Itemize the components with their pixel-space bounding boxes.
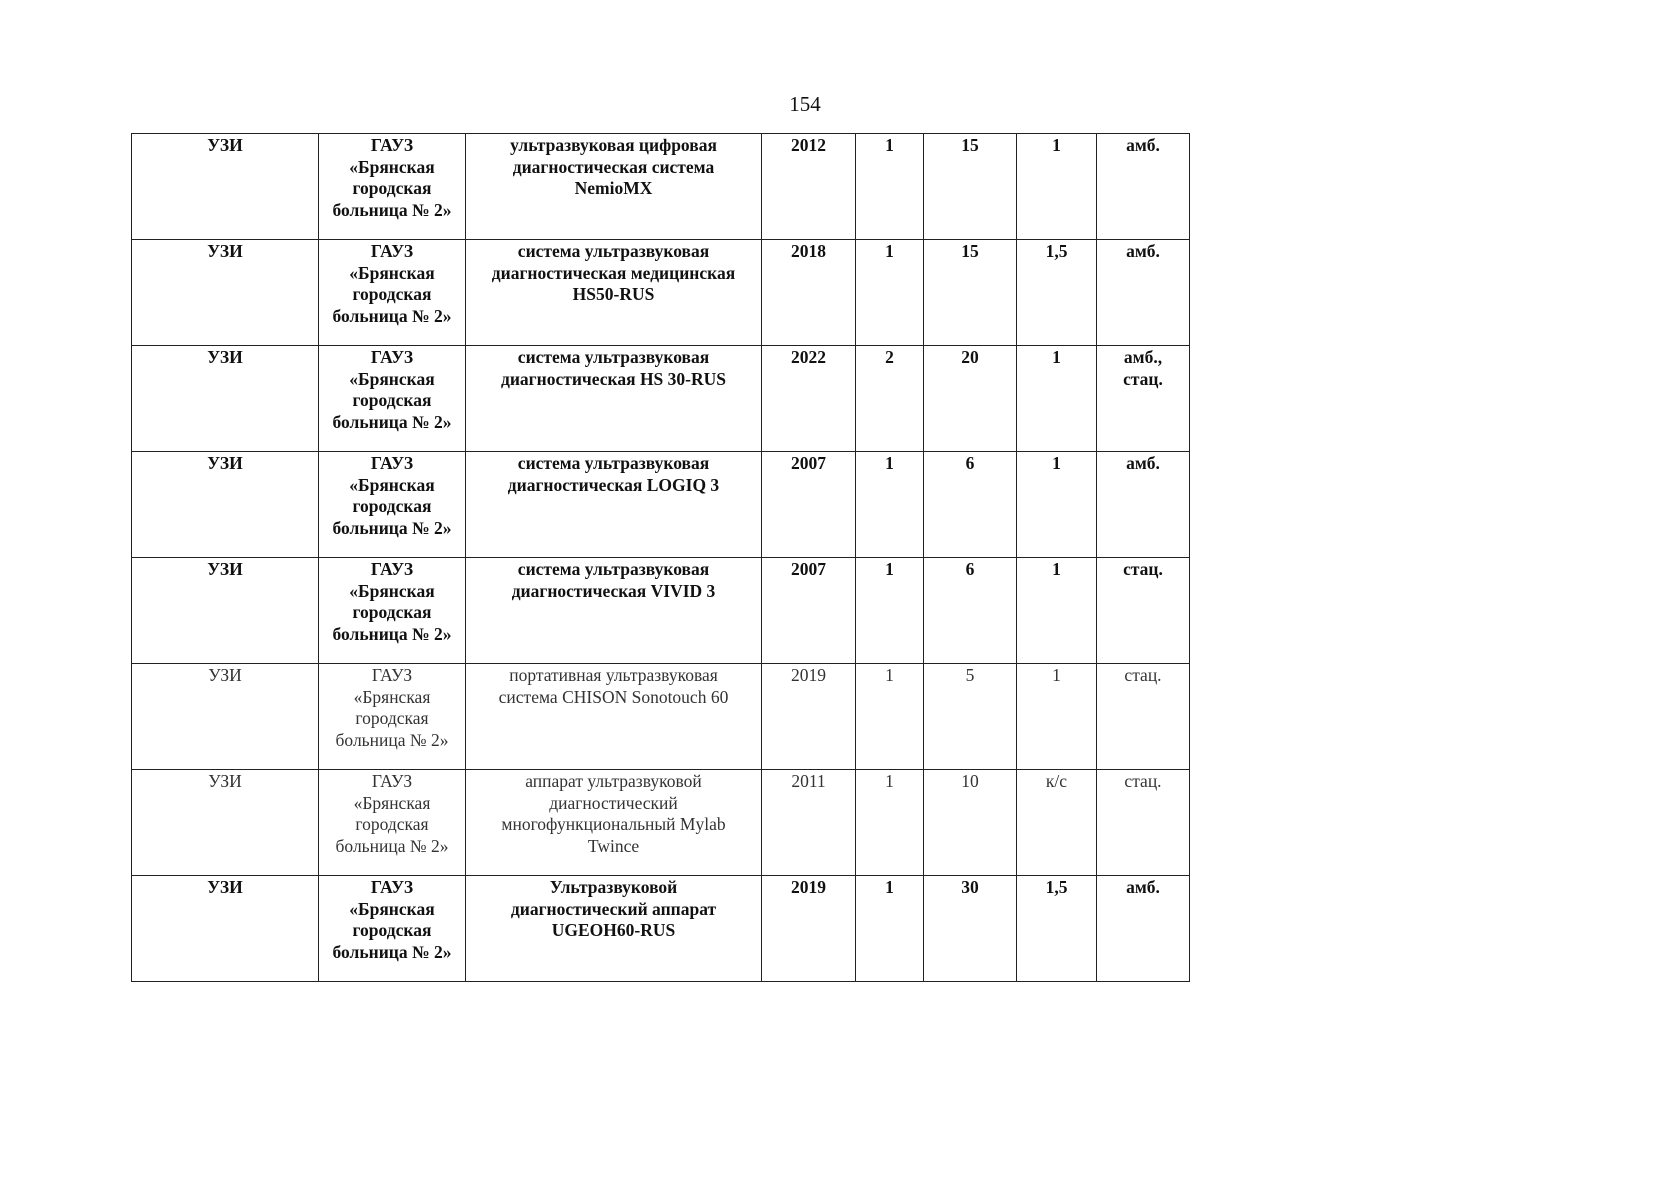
cell-mode (1097, 346, 1190, 452)
cell-device-name-line: система CHISON Sonotouch 60 (498, 686, 729, 707)
cell-device-name-line: диагностический аппарат (510, 898, 717, 919)
cell-mode (1097, 664, 1190, 770)
cell-device-name (466, 452, 762, 558)
cell-wear: 20 (924, 346, 1017, 452)
cell-organization (319, 134, 466, 240)
cell-year: 2019 (762, 876, 856, 982)
cell-organization-line: ГАУЗ (370, 241, 414, 261)
cell-study-type: УЗИ (132, 770, 319, 876)
cell-organization-line: «Брянская (349, 368, 435, 389)
cell-organization-line: городская (352, 602, 432, 622)
cell-wear: 10 (924, 770, 1017, 876)
table-row (132, 240, 1190, 346)
cell-mode-line: амб. (1126, 453, 1160, 473)
cell-wear: 6 (924, 452, 1017, 558)
cell-year: 2019 (762, 664, 856, 770)
cell-organization-line: городская (352, 284, 432, 304)
cell-organization-line: больница № 2» (332, 623, 452, 644)
cell-quantity: 1 (856, 876, 924, 982)
cell-organization (319, 664, 466, 770)
page-number: 154 (789, 92, 821, 116)
cell-device-name (466, 558, 762, 664)
cell-organization-line: больница № 2» (335, 835, 449, 856)
cell-device-name-line: многофункциональный Mylab (501, 814, 726, 834)
table-row (132, 664, 1190, 770)
cell-device-name (466, 346, 762, 452)
cell-quantity: 1 (856, 240, 924, 346)
cell-organization-line: городская (352, 496, 432, 516)
cell-mode (1097, 452, 1190, 558)
cell-mode-line: стац. (1123, 368, 1163, 389)
cell-organization-line: больница № 2» (332, 411, 452, 432)
cell-organization-line: «Брянская (349, 474, 435, 495)
cell-mode (1097, 240, 1190, 346)
table-row (132, 134, 1190, 240)
cell-organization-line: «Брянская (349, 898, 435, 919)
cell-organization-line: ГАУЗ (370, 453, 414, 473)
cell-organization-line: больница № 2» (332, 199, 452, 220)
cell-mode (1097, 558, 1190, 664)
cell-organization-line: городская (352, 390, 432, 410)
cell-device-name (466, 134, 762, 240)
table-row (132, 558, 1190, 664)
cell-shift: 1 (1017, 452, 1097, 558)
cell-shift: 1,5 (1017, 876, 1097, 982)
cell-wear: 30 (924, 876, 1017, 982)
cell-device-name-line: HS50-RUS (572, 284, 655, 304)
cell-mode (1097, 770, 1190, 876)
cell-device-name-line: диагностический (549, 792, 678, 813)
cell-wear: 5 (924, 664, 1017, 770)
cell-shift: 1 (1017, 558, 1097, 664)
equipment-table (131, 133, 1190, 982)
cell-device-name-line: аппарат ультразвуковой (525, 771, 702, 791)
cell-device-name-line: NemioMX (574, 178, 653, 198)
cell-device-name (466, 876, 762, 982)
cell-organization-line: городская (355, 814, 429, 834)
cell-organization-line: больница № 2» (332, 305, 452, 326)
cell-year: 2012 (762, 134, 856, 240)
cell-device-name-line: диагностическая медицинская (491, 262, 736, 283)
table-row (132, 770, 1190, 876)
cell-study-type: УЗИ (132, 134, 319, 240)
cell-device-name (466, 770, 762, 876)
cell-device-name-line: портативная ультразвуковая (509, 665, 718, 685)
cell-mode (1097, 134, 1190, 240)
cell-wear: 15 (924, 240, 1017, 346)
cell-organization (319, 240, 466, 346)
table-body (132, 134, 1190, 982)
cell-device-name-line: UGEOH60-RUS (551, 920, 676, 940)
cell-wear: 6 (924, 558, 1017, 664)
cell-study-type: УЗИ (132, 240, 319, 346)
cell-organization-line: больница № 2» (335, 729, 449, 750)
cell-device-name-line: ультразвуковая цифровая (510, 135, 717, 155)
cell-organization (319, 770, 466, 876)
cell-organization (319, 876, 466, 982)
cell-device-name-line: система ультразвуковая (517, 241, 710, 261)
cell-study-type: УЗИ (132, 876, 319, 982)
cell-year: 2007 (762, 558, 856, 664)
cell-organization-line: ГАУЗ (370, 347, 414, 367)
cell-organization-line: городская (355, 708, 429, 728)
cell-device-name-line: система ультразвуковая (517, 347, 710, 367)
cell-mode-line: стац. (1124, 771, 1162, 791)
cell-study-type: УЗИ (132, 346, 319, 452)
cell-quantity: 1 (856, 770, 924, 876)
cell-mode-line: амб. (1126, 135, 1160, 155)
cell-organization-line: «Брянская (349, 156, 435, 177)
cell-mode-line: амб. (1126, 241, 1160, 261)
cell-quantity: 1 (856, 134, 924, 240)
cell-device-name-line: диагностическая система (512, 156, 715, 177)
cell-organization-line: городская (352, 920, 432, 940)
cell-organization-line: «Брянская (353, 686, 431, 707)
cell-shift: 1 (1017, 134, 1097, 240)
table-row (132, 876, 1190, 982)
cell-year: 2011 (762, 770, 856, 876)
cell-organization-line: городская (352, 178, 432, 198)
table-row (132, 346, 1190, 452)
cell-organization-line: ГАУЗ (370, 135, 414, 155)
cell-organization (319, 558, 466, 664)
table-row (132, 452, 1190, 558)
cell-device-name-line: система ультразвуковая (517, 453, 710, 473)
cell-wear: 15 (924, 134, 1017, 240)
cell-mode-line: стац. (1124, 665, 1162, 685)
cell-year: 2007 (762, 452, 856, 558)
cell-quantity: 1 (856, 452, 924, 558)
cell-organization-line: больница № 2» (332, 941, 452, 962)
cell-shift: к/с (1017, 770, 1097, 876)
cell-shift: 1 (1017, 346, 1097, 452)
cell-device-name (466, 240, 762, 346)
cell-device-name-line: диагностическая VIVID 3 (511, 580, 716, 601)
cell-mode-line: амб. (1126, 877, 1160, 897)
cell-device-name-line: Ультразвуковой (549, 877, 678, 897)
cell-device-name-line: диагностическая HS 30-RUS (501, 368, 726, 389)
cell-organization-line: ГАУЗ (371, 771, 413, 791)
cell-mode (1097, 876, 1190, 982)
cell-organization-line: ГАУЗ (371, 665, 413, 685)
cell-study-type: УЗИ (132, 558, 319, 664)
cell-organization (319, 346, 466, 452)
cell-organization-line: ГАУЗ (370, 877, 414, 897)
cell-device-name-line: Twince (587, 835, 640, 856)
cell-mode-line: амб., (1123, 347, 1163, 367)
cell-mode-line: стац. (1123, 559, 1163, 579)
cell-study-type: УЗИ (132, 452, 319, 558)
cell-device-name-line: диагностическая LOGIQ 3 (507, 474, 720, 495)
cell-shift: 1,5 (1017, 240, 1097, 346)
cell-shift: 1 (1017, 664, 1097, 770)
cell-quantity: 1 (856, 664, 924, 770)
cell-device-name-line: система ультразвуковая (517, 559, 710, 579)
cell-quantity: 1 (856, 558, 924, 664)
cell-organization (319, 452, 466, 558)
cell-year: 2018 (762, 240, 856, 346)
cell-study-type: УЗИ (132, 664, 319, 770)
cell-device-name (466, 664, 762, 770)
cell-organization-line: ГАУЗ (370, 559, 414, 579)
cell-year: 2022 (762, 346, 856, 452)
cell-organization-line: больница № 2» (332, 517, 452, 538)
cell-organization-line: «Брянская (349, 262, 435, 283)
cell-organization-line: «Брянская (349, 580, 435, 601)
cell-organization-line: «Брянская (353, 792, 431, 813)
cell-quantity: 2 (856, 346, 924, 452)
